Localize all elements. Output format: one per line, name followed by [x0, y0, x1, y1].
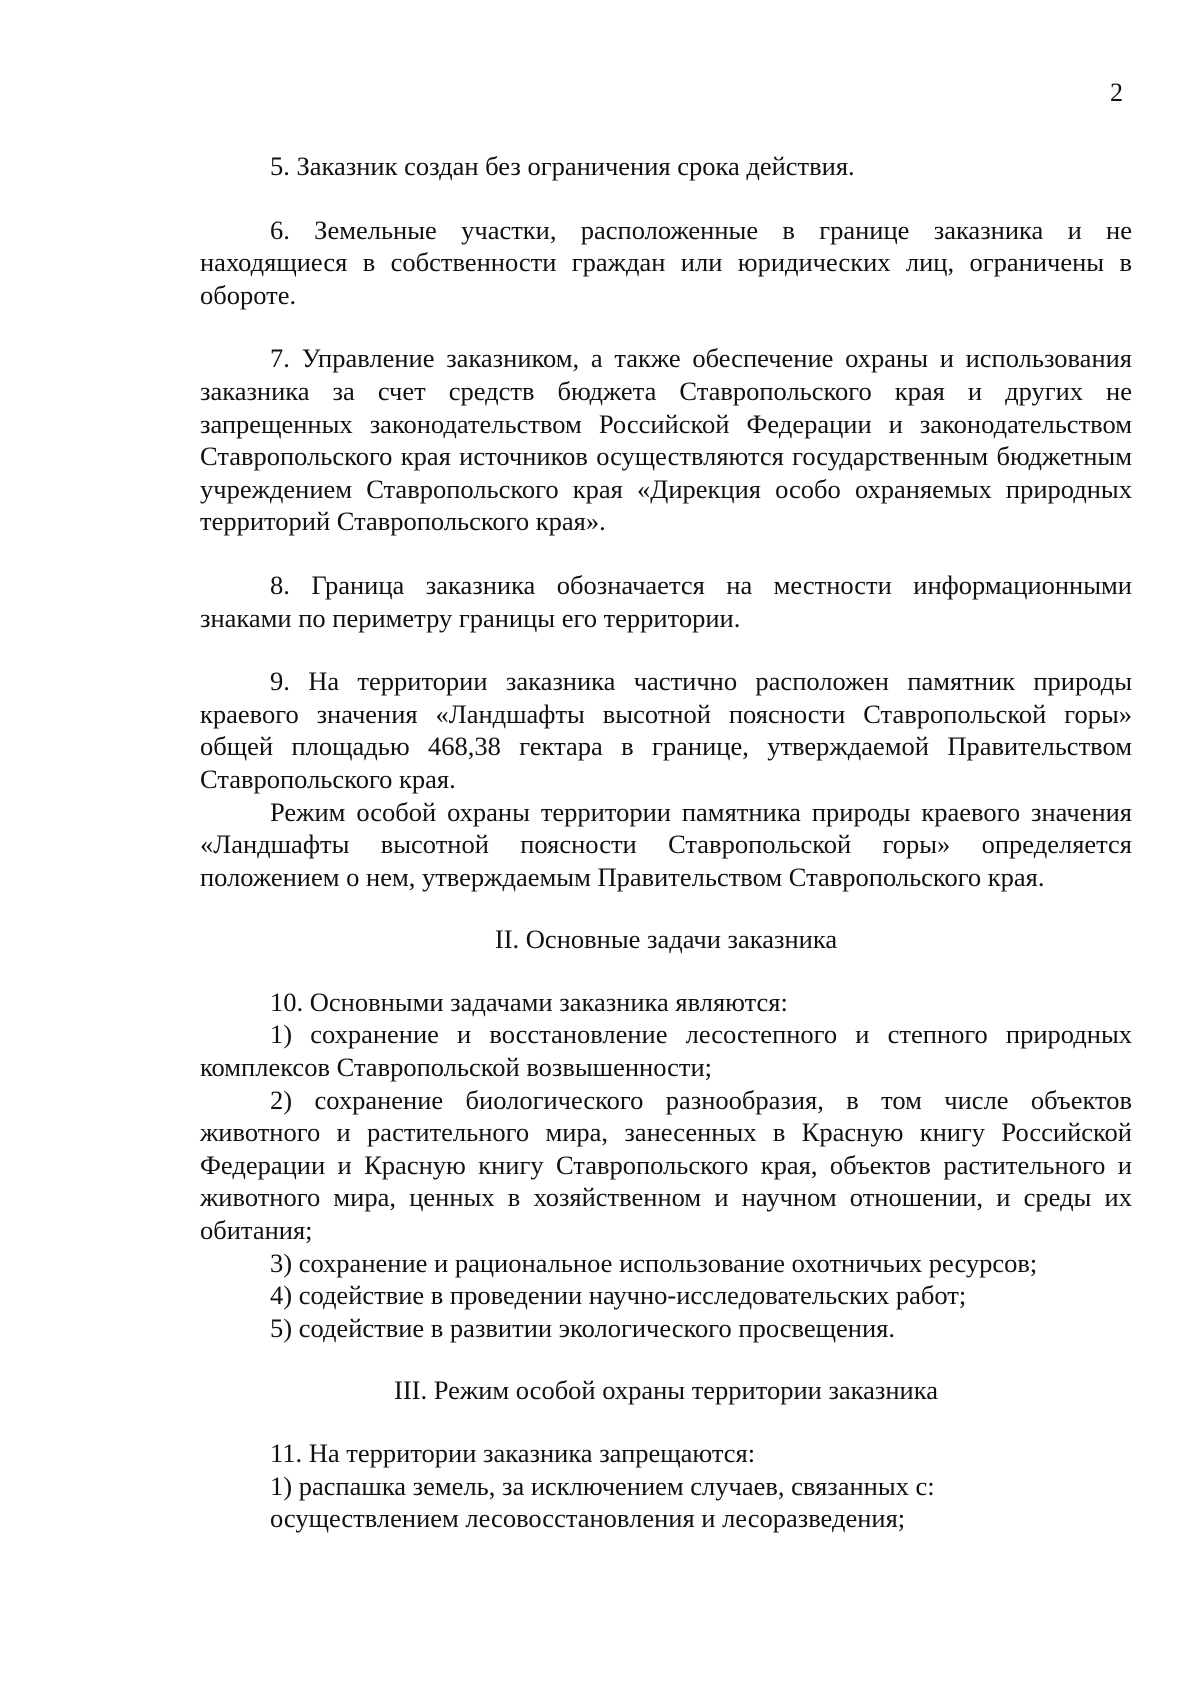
paragraph-9: 9. На территории заказника частично расположен памятник природы краевого значения «Ландшафты высотной поясности Ставропольской горы» общей площадью 468,38 гектара в границе, утверждаемой Правительством Ставропольского края. [200, 666, 1132, 794]
paragraph-10: 10. Основными задачами заказника являются: [270, 986, 788, 1017]
paragraph-5: 5. Заказник создан без ограничения срока действия. [270, 151, 855, 181]
prohibition-item-1: 1) распашка земель, за исключением случаев, связанных с: [270, 1470, 935, 1501]
paragraph-11: 11. На территории заказника запрещаются: [270, 1438, 756, 1468]
task-item-2: 2) сохранение биологического разнообразия, в том числе объектов животного и растительного мира, занесенных в Красную книгу Российской Федерации и Красную книгу Ставропольского края, объектов растительного и животного мира, ценных в хозяйственном и научном отношении, и среды их обитания; [200, 1084, 1132, 1246]
prohibition-item-1-case: осуществлением лесовосстановления и лесоразведения; [270, 1503, 906, 1534]
paragraph-7: 7. Управление заказником, а также обеспечение охраны и использования заказника за счет средств бюджета Ставропольского края и других не запрещенных законодательством Российской Федерации и законодательством Ставропольского края источников осуществляются государственным бюджетным учреждением Ставропольского края «Дирекция особо охраняемых природных территорий Ставропольского края». [200, 343, 1132, 537]
document-body [200, 150, 1132, 1535]
task-item-4: 4) содействие в проведении научно-исследовательских работ; [270, 1280, 967, 1311]
section-heading-3: III. Режим особой охраны территории заказника [394, 1375, 938, 1406]
page-number: 2 [1110, 78, 1123, 107]
paragraph-9-regime: Режим особой охраны территории памятника природы краевого значения «Ландшафты высотной поясности Ставропольской горы» определяется положением о нем, утверждаемым Правительством Ставропольского края. [200, 796, 1132, 892]
section-heading-2: II. Основные задачи заказника [494, 924, 838, 955]
paragraph-6: 6. Земельные участки, расположенные в границе заказника и не находящиеся в собственности граждан или юридических лиц, ограничены в обороте. [200, 214, 1132, 310]
task-item-5: 5) содействие в развитии экологического просвещения. [270, 1312, 895, 1343]
task-item-1: 1) сохранение и восстановление лесостепного и степного природных комплексов Ставропольской возвышенности; [200, 1019, 1132, 1083]
paragraph-8: 8. Граница заказника обозначается на местности информационными знаками по периметру границы его территории. [200, 569, 1132, 633]
task-item-3: 3) сохранение и рациональное использование охотничьих ресурсов; [270, 1247, 1038, 1278]
